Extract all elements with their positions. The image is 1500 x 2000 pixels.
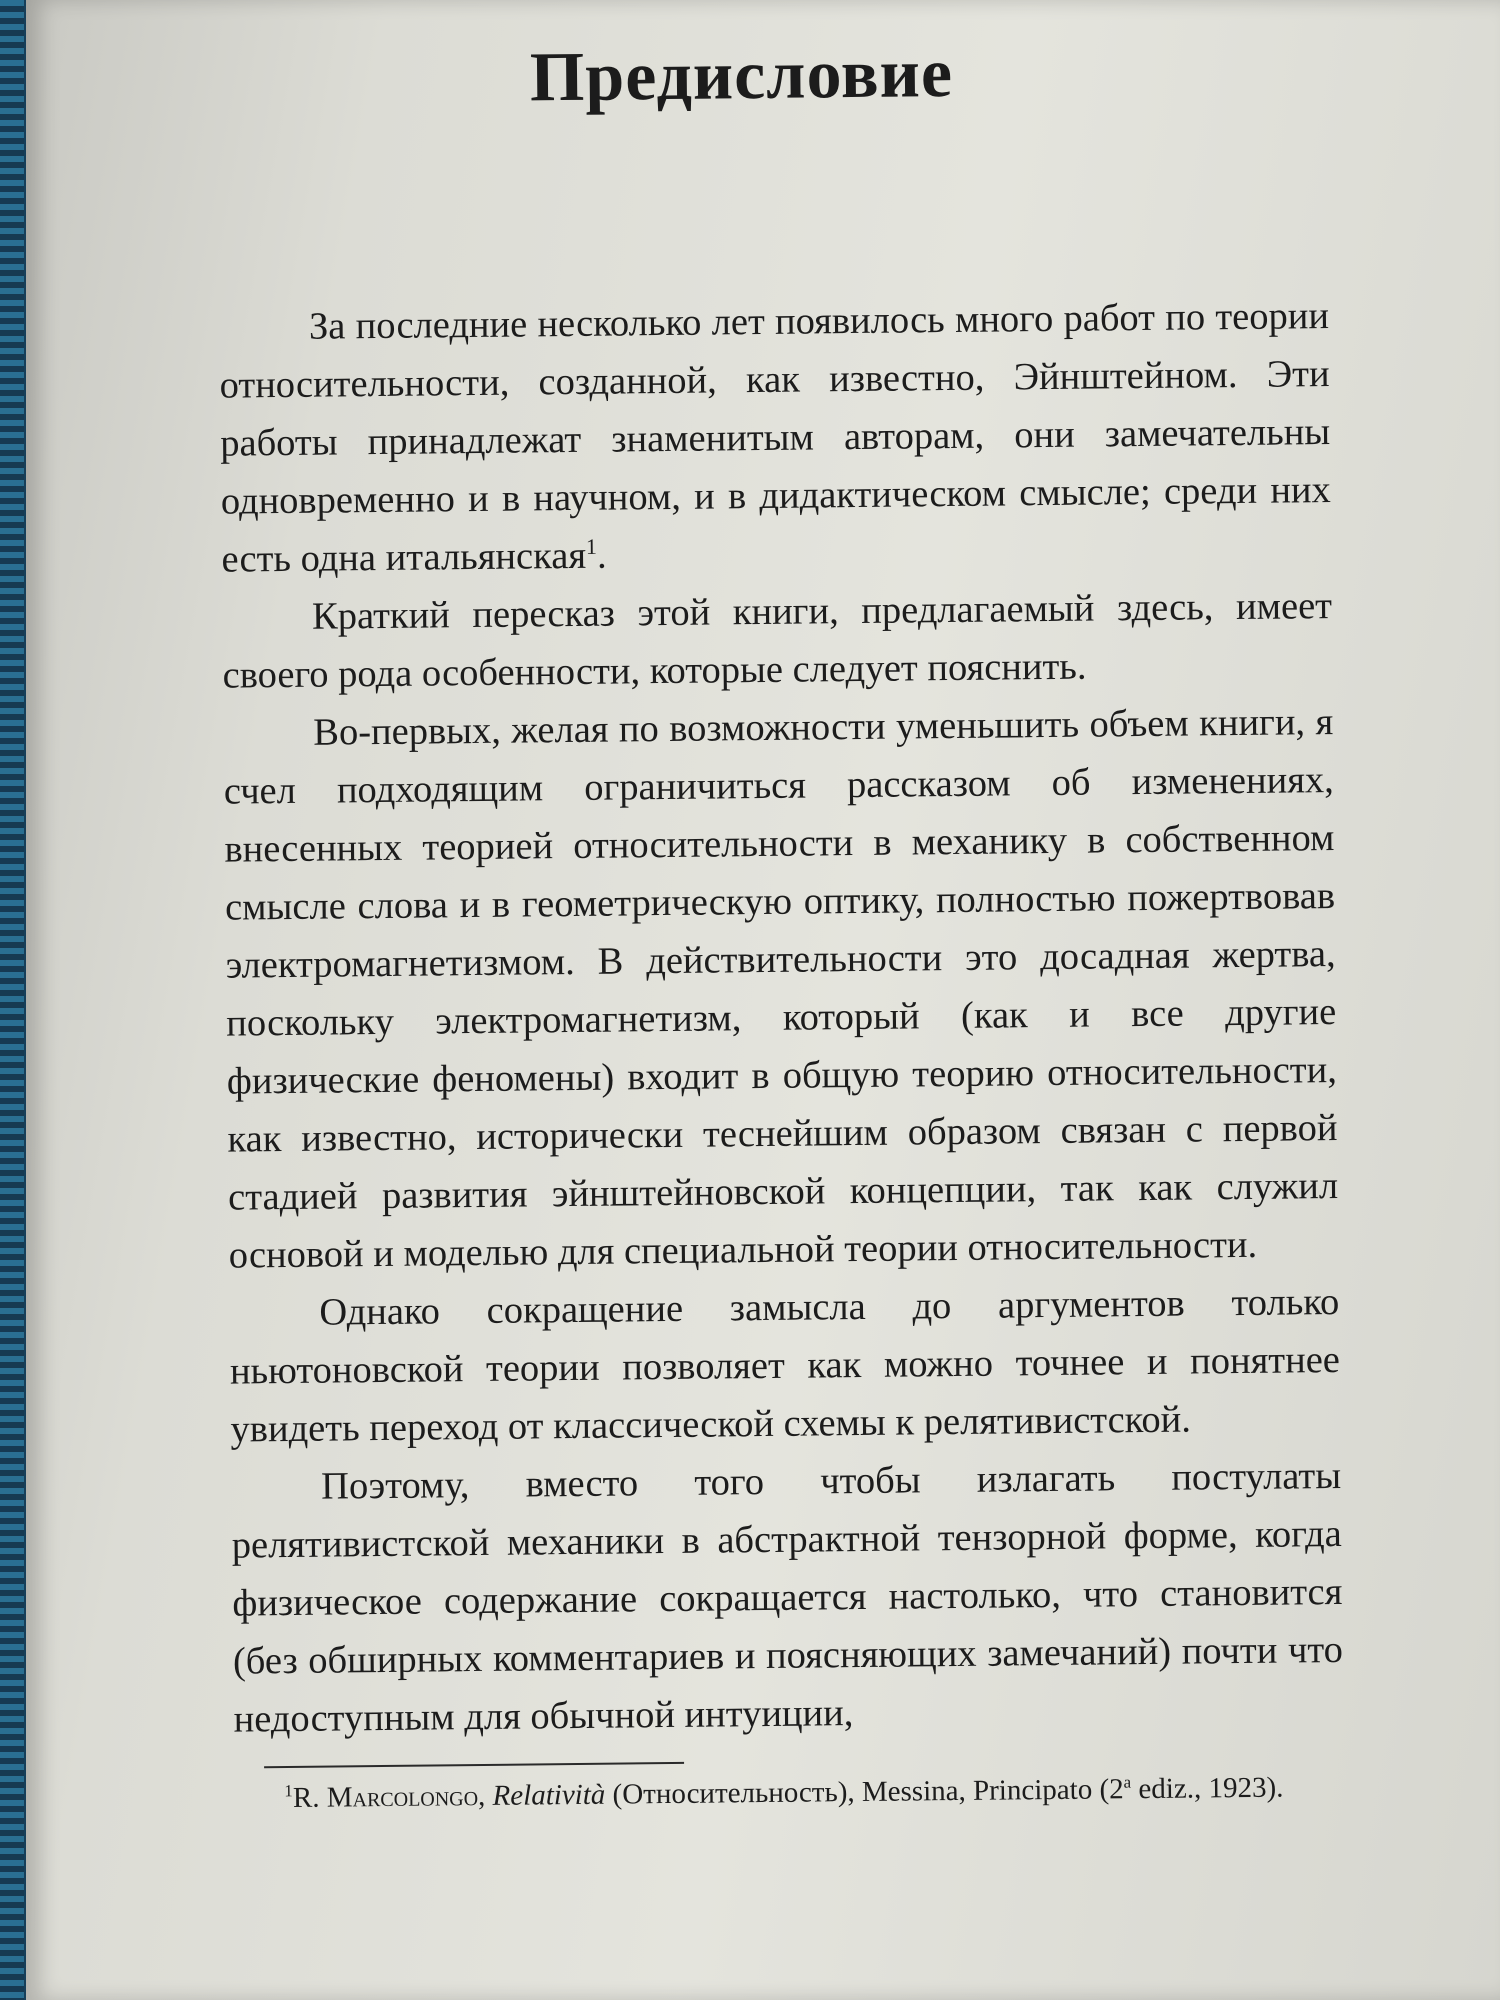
footnote-separator xyxy=(264,1762,684,1768)
paragraph-5: Поэтому, вместо того чтобы излагать постулаты релятивистской механики в абстрактной тензорной форме, когда физическое содержание сокращается настолько, что становится (без обширных комментариев и поясняющих замечаний) почти что недоступным для обычной интуиции, xyxy=(231,1454,1344,1741)
paragraph-1 xyxy=(189,286,1392,589)
footnote-reference: 1 xyxy=(585,533,598,560)
footnote-tail: ediz., 1923). xyxy=(1131,1771,1284,1806)
paragraph-1-tail: . xyxy=(596,534,607,577)
paragraph-4: Однако сокращение замысла до аргументов только ньютоновской теории позволяет как можно точнее и понятнее увидеть переход от классической схемы к релятивистской. xyxy=(229,1280,1341,1451)
book-page xyxy=(26,0,1500,2000)
footnote xyxy=(204,1766,1404,1819)
footnote-author: R. Marcolongo, xyxy=(292,1779,486,1814)
page-content xyxy=(186,27,1405,1818)
footnote-edition-superscript: a xyxy=(1123,1772,1132,1792)
paragraph-1-text: За последние несколько лет появилось много работ по теории относительности, созданной, как известно, Эйнштейном. Эти работы принадлежат знаменитым авторам, они замечательны одновременно и в научном, и в дидактическом смысле; среди них есть одна итальянская xyxy=(219,295,1331,581)
page-title: Предисловие xyxy=(529,34,954,117)
footnote-work-title: Relatività xyxy=(492,1778,606,1812)
paragraph-3: Во-первых, желая по возможности уменьшить объем книги, я счел подходящим ограничиться рассказом об изменениях, внесенных теорией относительности в механику в собственном смысле слова и в геометрическую оптику, полностью пожертвовав электромагнетизмом. В действительности это досадная жертва, поскольку электромагнетизм, который (как и все другие физические феномены) входит в общую теорию относительности, как известно, исторически теснейшим образом связан с первой стадией развития эйнштейновской концепции, так как служил основой и моделью для специальной теории относительности. xyxy=(223,701,1339,1277)
footnote-mark: 1 xyxy=(284,1781,293,1801)
paragraph-2: Краткий пересказ этой книги, предлагаемый здесь, имеет своего рода особенности, которые следует пояснить. xyxy=(222,585,1333,697)
footnote-translation: (Относительность), Messina, Principato (2 xyxy=(605,1773,1124,1811)
page-stack-edge xyxy=(0,0,24,2000)
